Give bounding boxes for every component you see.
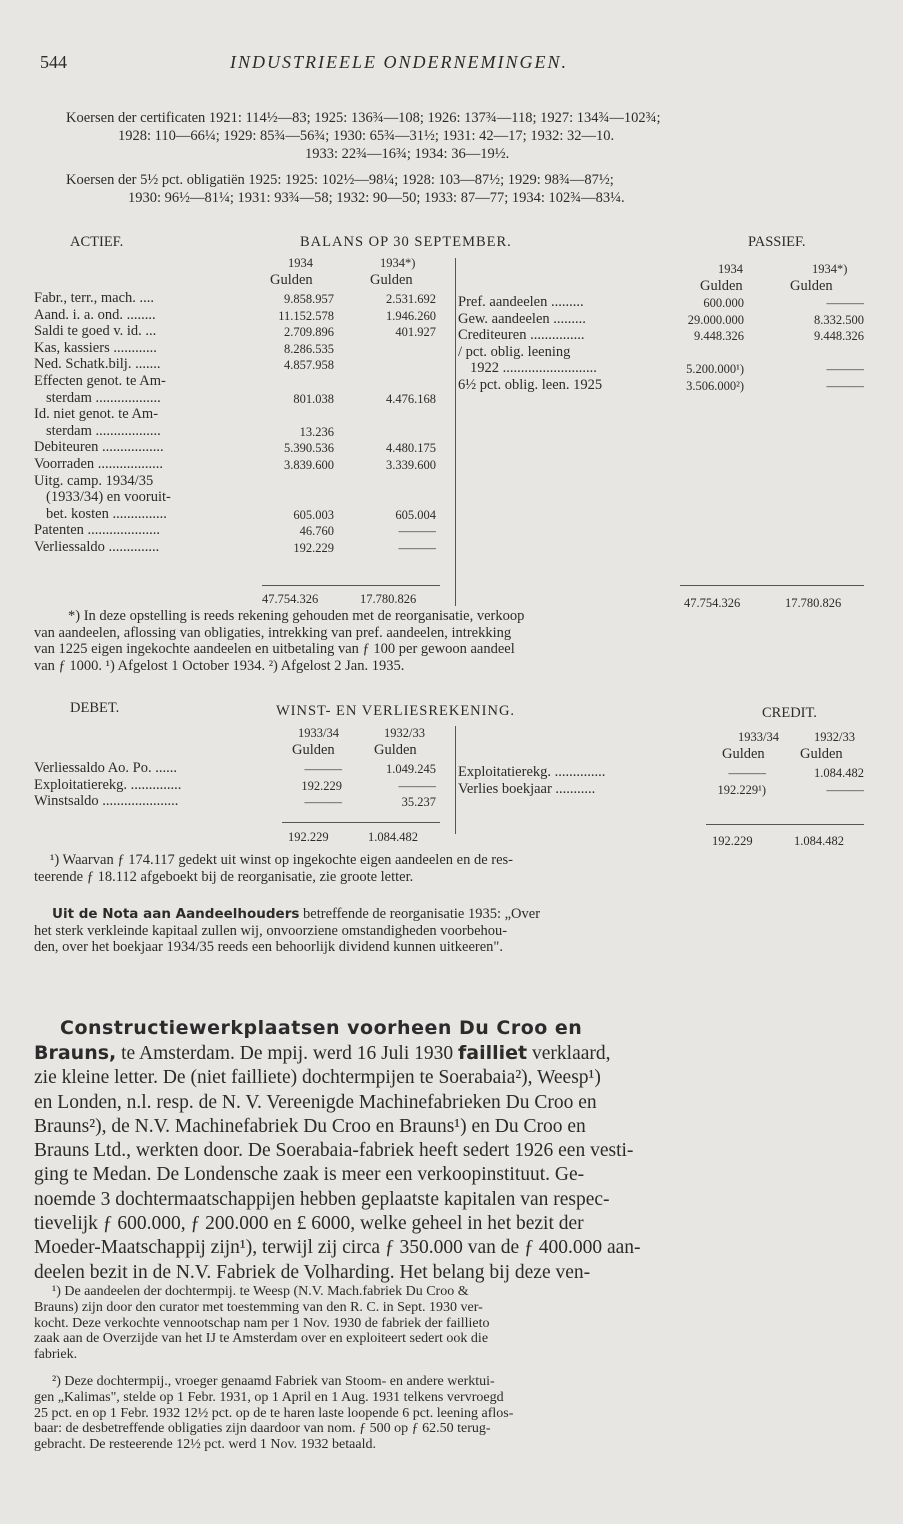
pl-right-year-a: 1933/34 (738, 730, 779, 744)
balance-value: 801.038 (293, 391, 334, 406)
balance-left-labels (34, 290, 171, 556)
article-failliet: failliet (458, 1042, 528, 1064)
balance-row-label: Aand. i. a. ond. ........ (34, 306, 156, 323)
pl-left-unit-b: Gulden (374, 742, 417, 758)
balance-row-label: 6½ pct. oblig. leen. 1925 (458, 376, 603, 393)
pl-value: ——— (398, 778, 436, 793)
balance-value: 3.506.000²) (686, 378, 744, 393)
article-line: noemde 3 dochtermaatschappijen hebben geplaatste kapitalen van respec- (34, 1188, 610, 1210)
balance-value (350, 357, 436, 374)
page-number: 544 (40, 52, 67, 72)
bond-quotes-line-1: Koersen der 5½ pct. obligatiën 1925: 1925: 102½—98¼; 1928: 103—87½; 1929: 98¾—87½; (66, 172, 614, 188)
footnote-line: ¹) De aandeelen der dochtermpij. te Weesp (N.V. Mach.fabriek Du Croo & (52, 1284, 469, 1299)
bond-quotes-line-2: 1930: 96½—81¼; 1931: 93¾—58; 1932: 90—50; 1933: 87—77; 1934: 102¾—83¼. (128, 190, 625, 206)
pl-row-label: Verliessaldo Ao. Po. ...... (34, 760, 177, 776)
balance-left-year-a: 1934 (288, 256, 313, 270)
balance-row-label: Gew. aandeelen ......... (458, 310, 586, 327)
balance-value: 4.476.168 (386, 391, 436, 406)
balance-value: 11.152.578 (278, 308, 334, 323)
balance-value: 46.760 (299, 524, 334, 539)
balance-value: 192.229 (293, 540, 334, 555)
balance-row-label: Debiteuren ................. (34, 439, 164, 456)
pl-right-unit-b: Gulden (800, 746, 843, 762)
pl-value: 192.229 (301, 778, 342, 793)
article-line: tievelijk ƒ 600.000, ƒ 200.000 en £ 6000, welke geheel in het bezit der (34, 1213, 584, 1235)
pl-row-label: Winstsaldo ..................... (34, 793, 179, 810)
balance-value (250, 407, 334, 424)
pl-credit-label: CREDIT. (762, 705, 817, 721)
balance-value: 8.286.535 (284, 341, 334, 356)
pl-right-year-b: 1932/33 (814, 730, 855, 744)
cert-quotes-line-3: 1933: 22¾—16¾; 1934: 36—19½. (305, 146, 510, 162)
balance-row-label: Pref. aandeelen ......... (458, 294, 584, 310)
pl-value: ——— (304, 795, 342, 810)
cert-quotes-line-1: Koersen der certificaten 1921: 114½—83; 1925: 136¾—108; 1926: 137¾—118; 1927: 134¾—102¾; (66, 110, 661, 126)
pl-total-right-b: 1.084.482 (794, 834, 844, 848)
balance-right-unit-a: Gulden (700, 278, 743, 294)
article-body (34, 1041, 641, 1285)
balance-value (250, 474, 334, 491)
balance-value: 600.000 (703, 296, 744, 310)
balance-right-year-b: 1934*) (812, 262, 848, 276)
balance-value: 605.004 (395, 507, 436, 522)
balance-value: 3.839.600 (284, 457, 334, 472)
footnote-line: gen „Kalimas", stelde op 1 Febr. 1931, op 1 April en 1 Aug. 1931 telkens vervroegd (34, 1389, 504, 1405)
balance-value: 13.236 (299, 424, 334, 439)
balance-row-label: Kas, kassiers ............ (34, 339, 157, 356)
nota-line: het sterk verkleinde kapitaal zullen wij, onvoorziene omstandigheden voorbehou- (34, 922, 508, 939)
balance-row-label: Uitg. camp. 1934/35 (34, 472, 154, 489)
pl-right-col-b (776, 765, 864, 798)
balance-value (250, 490, 334, 507)
balance-total-left-b: 17.780.826 (360, 592, 417, 606)
balance-row-label: Verliessaldo .............. (34, 538, 160, 555)
balance-row-label: Voorraden .................. (34, 455, 164, 472)
balance-value (660, 345, 744, 362)
balance-note-line: van ƒ 1000. ¹) Afgelost 1 October 1934. ²) Afgelost 2 Jan. 1935. (34, 657, 405, 674)
balance-total-right-b: 17.780.826 (785, 596, 842, 610)
pl-value: 192.229¹) (717, 782, 766, 797)
pl-note-line: teerende ƒ 18.112 afgeboekt bij de reorganisatie, zie groote letter. (34, 868, 414, 885)
footnote-1 (34, 1284, 489, 1363)
pl-value: 1.084.482 (814, 766, 864, 780)
balance-note-line: van 1225 eigen ingekochte aandeelen en uitbetaling van ƒ 100 per gewoon aandeel (34, 641, 515, 658)
balance-row-label: Effecten genot. te Am- (34, 372, 166, 389)
balance-total-rule-right (680, 585, 864, 586)
pl-divider (455, 726, 456, 834)
balance-value: 2.709.896 (284, 325, 334, 340)
pl-row-label: Exploitatierekg. .............. (458, 764, 606, 780)
balance-divider (455, 258, 456, 606)
article-heading-2: Brauns, (34, 1042, 117, 1064)
balance-value (350, 407, 436, 424)
pl-total-left-b: 1.084.482 (368, 830, 418, 844)
balance-left-unit-b: Gulden (370, 272, 413, 288)
balance-value (350, 490, 436, 507)
balance-row-label: Ned. Schatk.bilj. ....... (34, 356, 161, 373)
balance-left-col-a (250, 291, 334, 557)
pl-note-line: ¹) Waarvan ƒ 174.117 gedekt uit winst op ingekochte eigen aandeelen en de res- (50, 852, 513, 868)
balance-value: 9.858.957 (284, 292, 334, 306)
pl-left-year-a: 1933/34 (298, 726, 339, 740)
footnote-line: ²) Deze dochtermpij., vroeger genaamd Fabriek van Stoom- en andere werktui- (52, 1374, 495, 1389)
article-line-1-rest: te Amsterdam. De mpij. werd 16 Juli 1930 (116, 1043, 459, 1064)
pl-total-right-a: 192.229 (712, 834, 753, 848)
balance-value (350, 341, 436, 358)
footnote-line: kocht. Deze verkochte vennootschap nam per 1 Nov. 1930 de fabriek der faillieto (34, 1315, 490, 1331)
nota-block (34, 906, 540, 956)
balance-row-label: 1922 .......................... (470, 360, 597, 377)
balance-value: 401.927 (395, 325, 436, 340)
pl-notes (34, 852, 513, 885)
pl-value: 35.237 (401, 795, 436, 810)
balance-value: 3.339.600 (386, 457, 436, 472)
balance-value: 9.448.326 (694, 329, 744, 344)
balance-right-col-b (770, 295, 864, 395)
article-line: Brauns Ltd., werkten door. De Soerabaia-fabriek heeft sedert 1926 een vesti- (34, 1140, 634, 1162)
nota-line: den, over het boekjaar 1934/35 reeds een behoorlijk dividend kunnen uitkeeren". (34, 939, 503, 956)
nota-line-1-rest: betreffende de reorganisatie 1935: „Over (299, 906, 541, 922)
balance-total-right-a: 47.754.326 (684, 596, 741, 610)
balance-left-year-b: 1934*) (380, 256, 416, 270)
balance-value (770, 345, 864, 362)
footnote-line: zaak aan de Overzijde van het IJ te Amsterdam over en exploiteert sedert ook die (34, 1331, 489, 1347)
pl-left-year-b: 1932/33 (384, 726, 425, 740)
balance-row-label: Saldi te goed v. id. ... (34, 323, 157, 340)
pl-left-labels (34, 760, 181, 810)
balance-row-label: sterdam .................. (46, 422, 161, 439)
article-line-1 (34, 1041, 641, 1066)
balance-value: 2.531.692 (386, 292, 436, 306)
balance-right-col-a (660, 295, 744, 395)
running-title: INDUSTRIEELE ONDERNEMINGEN. (230, 52, 568, 72)
pl-left-unit-a: Gulden (292, 742, 335, 758)
balance-value (350, 474, 436, 491)
balance-value: ——— (826, 362, 864, 377)
balance-value: 1.946.260 (386, 308, 436, 323)
pl-row-label: Verlies boekjaar ........... (458, 780, 596, 797)
pl-right-unit-a: Gulden (722, 746, 765, 762)
article-line: Moeder-Maatschappij zijn¹), terwijl zij circa ƒ 350.000 van de ƒ 400.000 aan- (34, 1237, 641, 1259)
balance-value: 4.480.175 (386, 441, 436, 456)
footnote-line: 25 pct. en op 1 Febr. 1932 12½ pct. op de te haren laste loopende 6 pct. leening aflos- (34, 1405, 514, 1421)
article-line-1-end: verklaard, (527, 1043, 611, 1064)
article-line: deelen bezit in de N.V. Fabriek de Volharding. Het belang bij deze ven- (34, 1261, 591, 1283)
pl-value: 1.049.245 (386, 762, 436, 776)
nota-line-1 (34, 906, 540, 923)
balance-row-label: sterdam .................. (46, 389, 161, 406)
footnote-line: Brauns) zijn door den curator met toestemming van den R. C. in Sept. 1930 ver- (34, 1299, 483, 1315)
balance-actief-label: ACTIEF. (70, 234, 124, 250)
balance-value: ——— (826, 378, 864, 393)
pl-title: WINST- EN VERLIESREKENING. (276, 703, 516, 719)
balance-value: 9.448.326 (814, 329, 864, 344)
pl-value: ——— (304, 762, 342, 776)
footnote-line: fabriek. (34, 1347, 78, 1363)
balance-row-label: / pct. oblig. leening (458, 343, 571, 360)
pl-right-col-a (680, 765, 766, 798)
balance-row-label: Patenten .................... (34, 522, 161, 539)
article-line: en Londen, n.l. resp. de N. V. Vereenigde Machinefabrieken Du Croo en (34, 1091, 597, 1113)
footnote-2 (34, 1374, 513, 1453)
balance-right-labels (458, 294, 602, 394)
balance-value: 605.003 (293, 507, 334, 522)
balance-value: ——— (826, 296, 864, 310)
balance-notes (34, 608, 524, 674)
pl-total-rule-left (282, 822, 440, 823)
pl-total-left-a: 192.229 (288, 830, 329, 844)
balance-left-unit-a: Gulden (270, 272, 313, 288)
article-heading: Constructiewerkplaatsen voorheen Du Croo en (60, 1017, 583, 1039)
balance-note-line: van aandeelen, aflossing van obligaties, intrekking van pref. aandeelen, intrekking (34, 624, 512, 641)
balance-total-left-a: 47.754.326 (262, 592, 319, 606)
balance-right-year-a: 1934 (718, 262, 743, 276)
footnote-line: gebracht. De resteerende 12½ pct. werd 1 Nov. 1932 betaald. (34, 1437, 376, 1453)
pl-left-col-a (256, 761, 342, 811)
pl-total-rule-right (706, 824, 864, 825)
pl-row-label: Exploitatierekg. .............. (34, 776, 182, 793)
footnote-line: baar: de desbetreffende obligaties zijn daardoor van nom. ƒ 500 op ƒ 62.50 terug- (34, 1421, 491, 1437)
balance-right-unit-b: Gulden (790, 278, 833, 294)
pl-left-col-b (350, 761, 436, 811)
balance-total-rule-left (262, 585, 440, 586)
balance-row-label: Fabr., terr., mach. .... (34, 290, 155, 306)
balance-row-label: Id. niet genot. te Am- (34, 406, 159, 423)
article-line: zie kleine letter. De (niet failliete) dochtermpijen te Soerabaia²), Weesp¹) (34, 1067, 601, 1089)
balance-left-col-b (350, 291, 436, 557)
balance-row-label: (1933/34) en vooruit- (46, 489, 171, 506)
article-line: ging te Medan. De Londensche zaak is meer een verkoopinstituut. Ge- (34, 1164, 585, 1186)
pl-value: ——— (728, 766, 766, 780)
balance-passief-label: PASSIEF. (748, 234, 806, 250)
article-line: Brauns²), de N.V. Machinefabriek Du Croo en Brauns¹) en Du Croo en (34, 1115, 586, 1137)
nota-lead: Uit de Nota aan Aandeelhouders (52, 906, 300, 922)
balance-row-label: Crediteuren ............... (458, 327, 585, 344)
balance-value: 5.200.000¹) (686, 362, 744, 377)
balance-value: ——— (398, 524, 436, 539)
pl-debet-label: DEBET. (70, 700, 120, 716)
balance-note-line: *) In deze opstelling is reeds rekening gehouden met de reorganisatie, verkoop (68, 608, 525, 624)
balance-value: 8.332.500 (814, 312, 864, 327)
balance-value (250, 374, 334, 391)
cert-quotes-line-2: 1928: 110—66¼; 1929: 85¾—56¾; 1930: 65¾—31½; 1931: 42—17; 1932: 32—10. (118, 128, 615, 144)
balance-value: 4.857.958 (284, 358, 334, 373)
pl-right-labels (458, 764, 605, 797)
balance-row-label: bet. kosten ............... (46, 505, 167, 522)
balance-value: 29.000.000 (687, 312, 744, 327)
pl-value: ——— (826, 782, 864, 797)
balance-value (350, 424, 436, 441)
balance-value (350, 374, 436, 391)
balance-value: ——— (398, 540, 436, 555)
balance-value: 5.390.536 (284, 441, 334, 456)
balance-title: BALANS OP 30 SEPTEMBER. (300, 234, 512, 250)
